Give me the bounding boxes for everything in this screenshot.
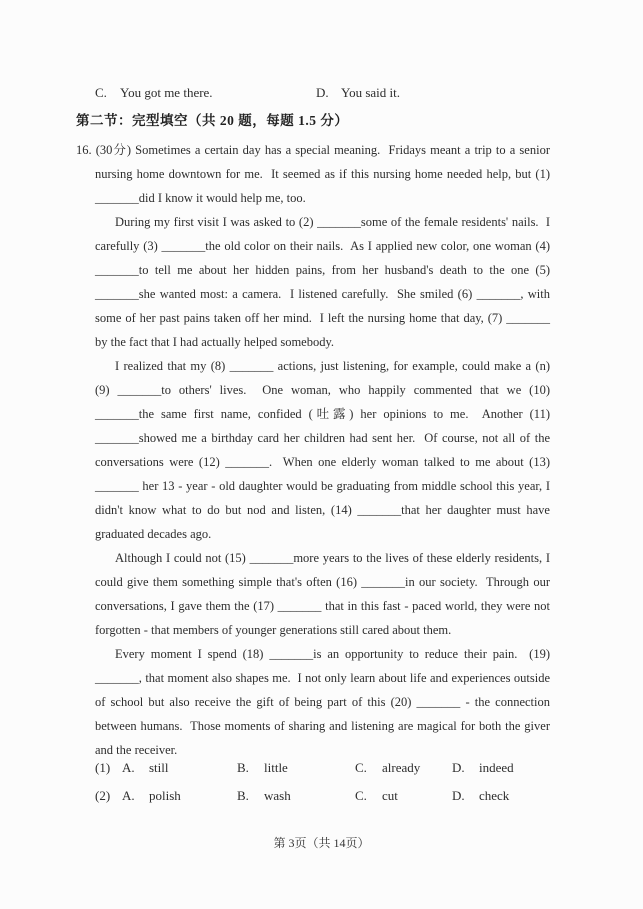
choice-2-option-d-text: check [479,788,510,803]
choice-1-option-a-text: still [149,760,169,775]
choice-2-option-c [355,788,452,804]
choice-2-option-c-letter: C. [355,788,367,803]
option-d-letter: D. [316,85,329,100]
choice-2-option-a-letter: A. [122,788,135,803]
answer-choices [95,760,583,816]
choice-2-option-c-text: cut [382,788,398,803]
passage-paragraph: Although I could not (15) _______more years to the lives of these elderly residents, I could give them something simple that's often (16) _______in our society. Through our conversations, I gave them the (17) _______ that in this fast - paced world, they were not forgotten - that members of younger generations still cared about them. [95,551,554,637]
choice-2-option-b-letter: B. [237,788,249,803]
choice-2-option-d-letter: D. [452,788,465,803]
option-d [316,84,550,101]
choice-2-number: (2) [95,788,111,803]
passage-paragraph: I realized that my (8) _______ actions, just listening, for example, could make a (n) (9) _______to others' lives. One woman, who happily commented that we (10) _______the same first name, confided (吐露) her opinions to me. Another (11) _______showed me a birthday card her children had sent her. Of course, not all of the conversations were (12) _______. When one elderly woman talked to me about (13) _______ her 13 - year - old daughter would be graduating from middle school this year, I didn't know what to do but nod and listen, (14) _______that her daughter must have graduated decades ago. [95,359,554,541]
choice-1-option-c [355,760,452,776]
choice-2-option-a-text: polish [149,788,181,803]
choice-row-1 [95,760,583,788]
choice-2-option-b [237,788,355,804]
choice-1-option-b-letter: B. [237,760,249,775]
option-c-letter: C. [95,85,107,100]
choice-1-option-d-letter: D. [452,760,465,775]
option-c [95,84,316,101]
passage-paragraph: Every moment I spend (18) _______is an opportunity to reduce their pain. (19) _______, that moment also shapes me. I not only learn about life and experiences outside of school but also receive the gift of being part of this (20) _______ - the connection between humans. Those moments of sharing and listening are magical for both the giver and the receiver. [95,647,554,757]
choice-row-2 [95,788,583,816]
choice-1-option-a-letter: A. [122,760,135,775]
choice-2-option-d [452,788,583,804]
choice-2-option-b-text: wash [264,788,291,803]
choice-1-option-b-text: little [264,760,288,775]
choice-1-option-c-letter: C. [355,760,367,775]
choice-1-option-b [237,760,355,776]
page-number-footer: 第 3页（共 14页） [273,836,370,850]
option-c-text: You got me there. [120,85,213,100]
choice-1-number: (1) [95,760,111,775]
passage-paragraph: During my first visit I was asked to (2) _______some of the female residents' nails. I carefully (3) _______the old color on their nails. As I applied new color, one woman (4) _______to tell me about her hidden pains, from her husband's death to the one (5) _______she wanted most: a camera. I listened carefully. She smiled (6) _______, with some of her past pains taken off her mind. I left the nursing home that day, (7) _______ by the fact that I had actually helped somebody. [95,215,554,349]
choice-1-option-c-text: already [382,760,421,775]
option-d-text: You said it. [341,85,401,100]
choice-1-option-d [452,760,583,776]
previous-question-options [95,84,550,101]
section-title: 第二节：完型填空（共 20 题，每题 1.5 分） [76,113,349,128]
passage-paragraph: 16. (30分) Sometimes a certain day has a special meaning. Fridays meant a trip to a senior nursing home downtown for me. It seemed as if this nursing home needed help, but (1) _______did I know it would help me, too. [76,143,554,205]
choice-1-option-d-text: indeed [479,760,514,775]
choice-2-option-a [122,788,237,804]
choice-1-option-a [122,760,237,776]
cloze-passage [76,138,554,762]
